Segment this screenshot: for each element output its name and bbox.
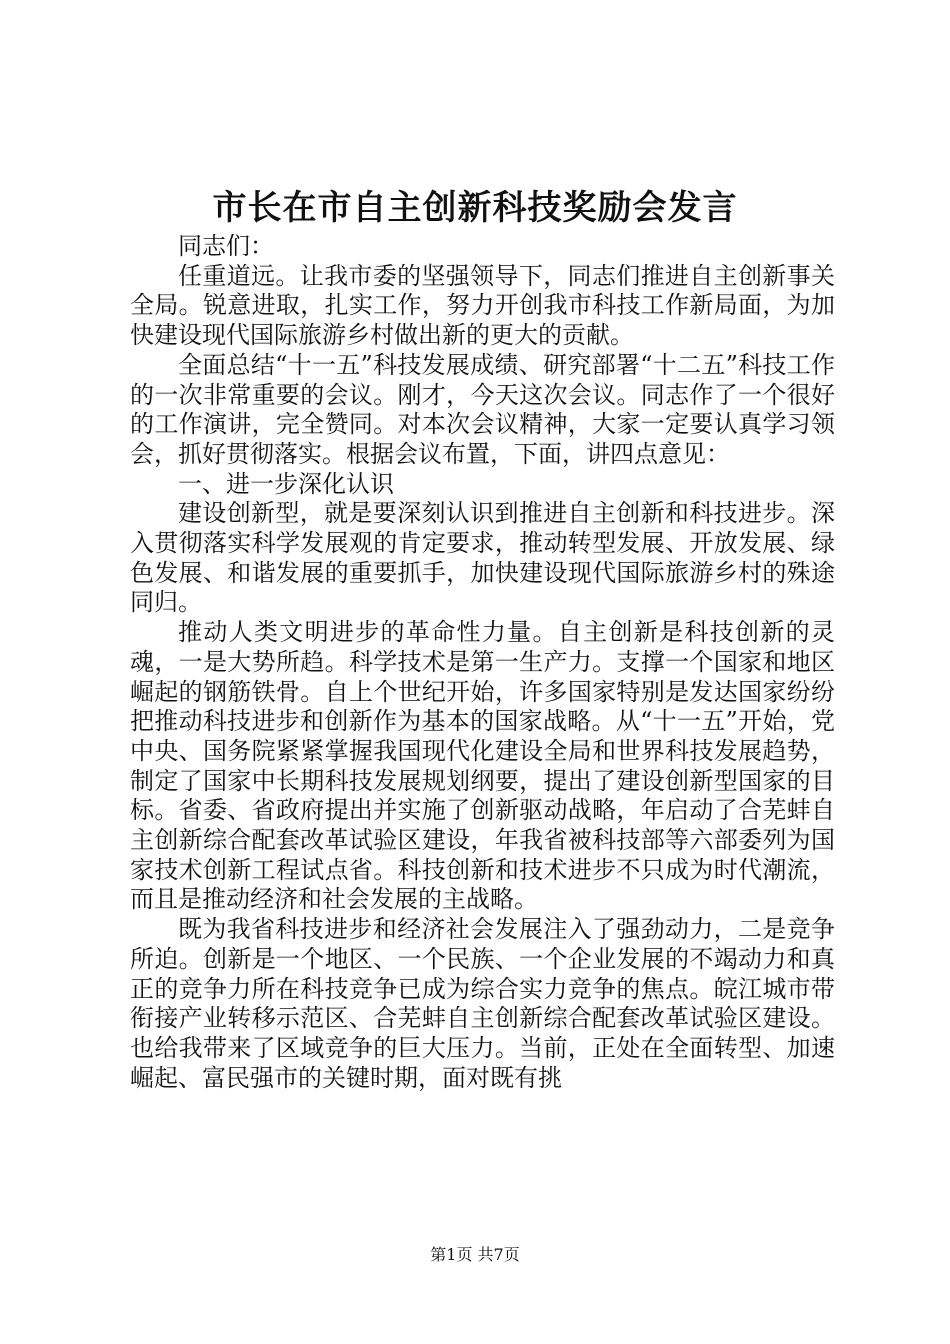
salutation: 同志们： bbox=[178, 232, 274, 260]
paragraph: 推动人类文明进步的革命性力量。自主创新是科技创新的灵魂，一是大势所趋。科学技术是第一生产力。支撑一个国家和地区崛起的钢筋铁骨。自上个世纪开始，许多国家特别是发达国家纷纷把推动科技进步和创新作为基本的国家战略。从“十一五”开始，党中央、国务院紧紧掌握我国现代化建设全局和世界科技发展趋势，制定了国家中长期科技发展规划纲要，提出了建设创新型国家的目标。省委、省政府提出并实施了创新驱动战略，年启动了合芜蚌自主创新综合配套改革试验区建设，年我省被科技部等六部委列为国家技术创新工程试点省。科技创新和技术进步不只成为时代潮流，而且是推动经济和社会发展的主战略。 bbox=[130, 618, 835, 914]
document-title: 市长在市自主创新科技奖励会发言 bbox=[212, 188, 738, 228]
section-heading: 一、进一步深化认识 bbox=[178, 469, 394, 498]
document-body bbox=[130, 232, 835, 1093]
paragraph: 全面总结“十一五”科技发展成绩、研究部署“十二五”科技工作的一次非常重要的会议。刚才，今天这次会议。同志作了一个很好的工作演讲，完全赞同。对本次会议精神，大家一定要认真学习领会，抓好贯彻落实。根据会议布置，下面，讲四点意见： bbox=[130, 350, 835, 468]
paragraph: 建设创新型，就是要深刻认识到推进自主创新和科技进步。深入贯彻落实科学发展观的肯定要求，推动转型发展、开放发展、绿色发展、和谐发展的重要抓手，加快建设现代国际旅游乡村的殊途同归。 bbox=[130, 499, 835, 617]
paragraph: 任重道远。让我市委的坚强领导下，同志们推进自主创新事关全局。锐意进取，扎实工作，努力开创我市科技工作新局面，为加快建设现代国际旅游乡村做出新的更大的贡献。 bbox=[130, 261, 835, 350]
page-footer: 第1页 共7页 bbox=[430, 1245, 520, 1264]
paragraph: 既为我省科技进步和经济社会发展注入了强劲动力，二是竞争所迫。创新是一个地区、一个民族、一个企业发展的不竭动力和真正的竞争力所在科技竞争已成为综合实力竞争的焦点。皖江城市带衔接产业转移示范区、合芜蚌自主创新综合配套改革试验区建设。也给我带来了区域竞争的巨大压力。当前，正处在全面转型、加速崛起、富民强市的关键时期，面对既有挑 bbox=[130, 915, 835, 1092]
